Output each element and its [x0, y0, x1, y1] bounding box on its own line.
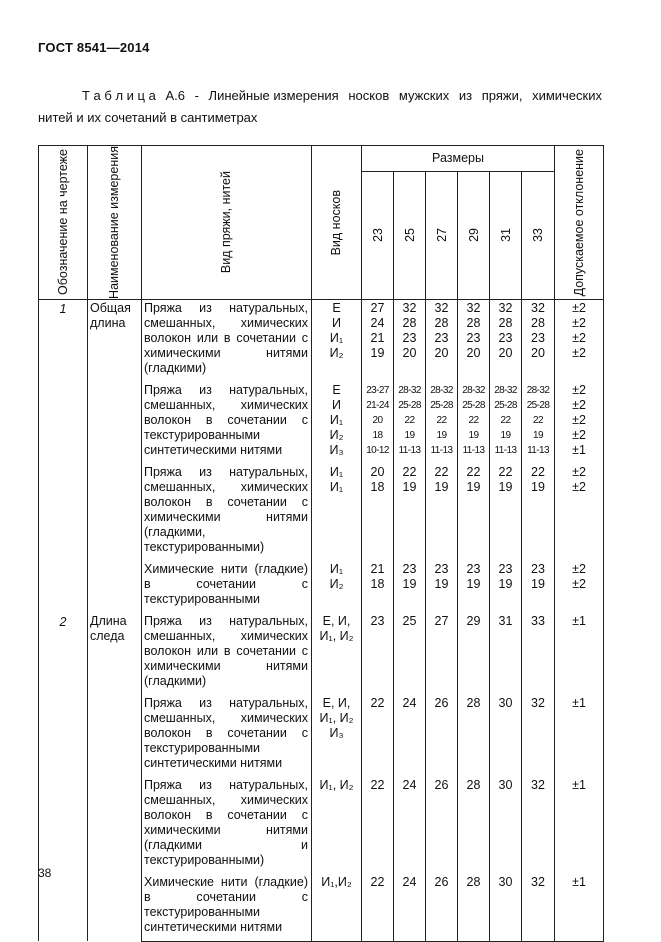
size-value-line: 19: [498, 576, 513, 591]
size-value: [394, 777, 426, 874]
size-value-line: 19: [531, 576, 545, 591]
row-number: 1: [39, 299, 88, 613]
caption-word: носков: [348, 88, 390, 103]
size-value: [394, 561, 426, 613]
size-value: [394, 382, 426, 464]
table-row: [39, 613, 604, 695]
caption-word: -: [194, 88, 199, 103]
size-value: [394, 299, 426, 382]
table-caption-line2: нитей и их сочетаний в сантиметрах: [38, 110, 258, 125]
header-measurement-name: Наименование измерения: [88, 146, 142, 300]
table-caption-line1: [82, 88, 602, 103]
tolerance: [555, 777, 604, 874]
size-value-line: 25-28: [526, 399, 550, 411]
size-value-line: 28: [531, 315, 545, 330]
size-value-line: 18: [370, 479, 385, 494]
size-value-line: 20: [372, 414, 383, 426]
size-value-line: 28: [498, 315, 513, 330]
size-value-line: 19: [533, 429, 543, 441]
sock-type: [312, 695, 362, 777]
sock-type-line: И₃: [329, 442, 344, 457]
size-value-line: 22: [370, 874, 385, 889]
size-value-line: 22: [434, 464, 449, 479]
size-value: [458, 695, 490, 777]
caption-word: А.6: [165, 88, 185, 103]
size-value: [394, 613, 426, 695]
measurement-name-line: следа: [90, 628, 125, 643]
size-value-line: 28-32: [430, 384, 453, 396]
measurement-name-line: длина: [90, 315, 126, 330]
sock-type-line: Е, И,: [322, 695, 351, 710]
size-value-line: 19: [434, 576, 449, 591]
document-header: ГОСТ 8541—2014: [38, 40, 150, 55]
size-value-line: 25-28: [430, 399, 453, 411]
size-value: [362, 299, 394, 382]
size-value-line: 32: [531, 777, 545, 792]
size-value-line: 26: [434, 777, 449, 792]
size-value: [362, 613, 394, 695]
size-value: [362, 561, 394, 613]
size-value: [426, 561, 458, 613]
size-value: [522, 777, 555, 874]
measurement-name: [88, 299, 142, 613]
size-value-line: 19: [498, 479, 513, 494]
yarn-type: Химические нити (гладкие) в сочетании с текстурированными синтетическими нитями: [142, 874, 312, 942]
size-value: [362, 777, 394, 874]
sock-type: [312, 777, 362, 874]
yarn-type: Пряжа из натуральных, смешанных, химических волокон в сочетании с химическими нитями (гладкими, текстурированными): [142, 464, 312, 561]
size-value: [426, 464, 458, 561]
tolerance-line: ±2: [572, 345, 586, 360]
tolerance: [555, 695, 604, 777]
size-value: [522, 695, 555, 777]
yarn-type: Пряжа из натуральных, смешанных, химических волокон или в сочетании с химическими нитями (гладкими): [142, 299, 312, 382]
sock-type-line: И₁: [329, 412, 344, 427]
sock-type-line: И₁: [329, 330, 344, 345]
size-value-line: 22: [436, 414, 447, 426]
tolerance-line: ±2: [572, 561, 586, 576]
measurement-name-line: Общая: [90, 300, 131, 315]
size-value-line: 28-32: [398, 384, 421, 396]
tolerance-line: ±2: [572, 412, 586, 427]
size-value-line: 23: [531, 561, 545, 576]
page-number: 38: [38, 866, 52, 880]
size-value-line: 22: [466, 464, 481, 479]
size-value-line: 19: [404, 429, 415, 441]
header-yarn-type: Вид пряжи, нитей: [142, 146, 312, 300]
sock-type-line: И₃: [329, 725, 344, 740]
size-value-line: 19: [466, 479, 481, 494]
yarn-type: Пряжа из натуральных, смешанных, химических волокон или в сочетании с химическими нитями (гладкими): [142, 613, 312, 695]
yarn-type: Пряжа из натуральных, смешанных, химических волокон в сочетании с текстурированными синтетическими нитями: [142, 382, 312, 464]
size-value: [490, 613, 522, 695]
measurements-table: [38, 145, 604, 942]
size-value-line: 26: [434, 874, 449, 889]
size-value: [522, 299, 555, 382]
size-value-line: 20: [466, 345, 481, 360]
size-value-line: 24: [402, 777, 417, 792]
size-value-line: 28-32: [494, 384, 517, 396]
measurement-name: [88, 613, 142, 942]
size-value: [426, 299, 458, 382]
tolerance-line: ±2: [572, 330, 586, 345]
size-value: [490, 695, 522, 777]
caption-word: химических: [532, 88, 602, 103]
size-value: [394, 695, 426, 777]
size-value-line: 23: [434, 561, 449, 576]
size-value-line: 22: [370, 695, 385, 710]
sock-type-line: И: [332, 397, 341, 412]
size-value-line: 19: [434, 479, 449, 494]
size-value-line: 32: [498, 300, 513, 315]
size-value: [426, 695, 458, 777]
sock-type-line: И₁: [329, 464, 344, 479]
size-value-line: 25-28: [398, 399, 421, 411]
size-value-line: 24: [402, 874, 417, 889]
header-size: 29: [458, 171, 490, 299]
size-value: [522, 561, 555, 613]
caption-word: Линейные измерения: [208, 88, 339, 103]
size-value: [458, 874, 490, 942]
tolerance-line: ±2: [572, 427, 586, 442]
yarn-type: Химические нити (гладкие) в сочетании с текстурированными: [142, 561, 312, 613]
sock-type-line: И₂: [329, 576, 344, 591]
sock-type-line: И₁: [329, 479, 344, 494]
size-value-line: 23-27: [366, 384, 389, 396]
size-value: [394, 874, 426, 942]
size-value: [522, 464, 555, 561]
sock-type-line: Е, И,: [322, 613, 351, 628]
size-value-line: 30: [498, 695, 513, 710]
size-value-line: 24: [402, 695, 417, 710]
tolerance-line: ±1: [572, 777, 586, 792]
size-value-line: 28: [466, 777, 481, 792]
sock-type: [312, 464, 362, 561]
measurement-name-line: Длина: [90, 613, 127, 628]
size-value-line: 27: [434, 613, 449, 628]
size-value-line: 19: [370, 345, 385, 360]
size-value-line: 10-12: [366, 444, 389, 456]
tolerance: [555, 299, 604, 382]
yarn-type: Пряжа из натуральных, смешанных, химических волокон в сочетании с химическими нитями (гладкими и текстурированными): [142, 777, 312, 874]
sock-type: [312, 874, 362, 942]
caption-word: из: [458, 88, 473, 103]
size-value: [362, 874, 394, 942]
sock-type-line: Е: [332, 382, 341, 397]
size-value: [458, 382, 490, 464]
size-value-line: 32: [466, 300, 481, 315]
size-value-line: 19: [402, 479, 417, 494]
tolerance: [555, 613, 604, 695]
size-value-line: 30: [498, 777, 513, 792]
sock-type-line: И₂: [329, 427, 344, 442]
size-value-line: 22: [531, 464, 545, 479]
size-value-line: 31: [498, 613, 513, 628]
size-value-line: 23: [402, 561, 417, 576]
size-value-line: 22: [533, 414, 543, 426]
size-value: [426, 777, 458, 874]
size-value-line: 28: [434, 315, 449, 330]
tolerance-line: ±1: [572, 442, 586, 457]
sock-type: [312, 382, 362, 464]
size-value-line: 19: [402, 576, 417, 591]
size-value-line: 29: [466, 613, 481, 628]
size-value-line: 19: [500, 429, 511, 441]
size-value: [458, 561, 490, 613]
sock-type-line: И₁, И₂: [319, 628, 354, 643]
size-value-line: 21: [370, 330, 385, 345]
header-drawing-designation: Обозначение на чертеже: [39, 146, 88, 300]
size-value-line: 27: [370, 300, 385, 315]
size-value-line: 28: [466, 874, 481, 889]
size-value-line: 23: [466, 330, 481, 345]
size-value-line: 11-13: [494, 444, 517, 456]
size-value: [458, 613, 490, 695]
size-value: [490, 299, 522, 382]
size-value-line: 11-13: [527, 444, 549, 456]
size-value-line: 20: [370, 464, 385, 479]
size-value-line: 20: [402, 345, 417, 360]
sock-type: [312, 299, 362, 382]
size-value-line: 23: [466, 561, 481, 576]
tolerance-line: ±2: [572, 479, 586, 494]
size-value-line: 32: [531, 695, 545, 710]
size-value-line: 18: [370, 576, 385, 591]
tolerance-line: ±1: [572, 874, 586, 889]
size-value-line: 19: [436, 429, 447, 441]
table-row: [39, 299, 604, 382]
size-value-line: 23: [434, 330, 449, 345]
size-value: [362, 464, 394, 561]
size-value: [490, 561, 522, 613]
tolerance-line: ±1: [572, 695, 586, 710]
size-value: [426, 613, 458, 695]
size-value: [362, 382, 394, 464]
size-value-line: 25-28: [494, 399, 517, 411]
size-value: [490, 382, 522, 464]
header-tolerance: Допускаемое отклонение: [555, 146, 604, 300]
size-value-line: 23: [370, 613, 385, 628]
sock-type-line: Е: [332, 300, 341, 315]
size-value-line: 32: [531, 300, 545, 315]
size-value-line: 32: [434, 300, 449, 315]
size-value-line: 32: [402, 300, 417, 315]
caption-word: пряжи,: [481, 88, 523, 103]
size-value-line: 25-28: [462, 399, 485, 411]
size-value-line: 19: [531, 479, 545, 494]
header-sizes: Размеры: [362, 146, 555, 172]
size-value: [394, 464, 426, 561]
header-size: 31: [490, 171, 522, 299]
size-value-line: 18: [372, 429, 383, 441]
size-value-line: 28-32: [526, 384, 550, 396]
sock-type-line: И₂: [329, 345, 344, 360]
size-value-line: 22: [370, 777, 385, 792]
size-value-line: 23: [402, 330, 417, 345]
tolerance: [555, 561, 604, 613]
size-value-line: 32: [531, 874, 545, 889]
header-size: 25: [394, 171, 426, 299]
size-value-line: 22: [500, 414, 511, 426]
size-value-line: 25: [402, 613, 417, 628]
tolerance-line: ±2: [572, 300, 586, 315]
size-value: [522, 613, 555, 695]
size-value-line: 22: [402, 464, 417, 479]
tolerance: [555, 382, 604, 464]
size-value-line: 20: [498, 345, 513, 360]
size-value-line: 19: [468, 429, 479, 441]
tolerance: [555, 464, 604, 561]
size-value-line: 23: [531, 330, 545, 345]
size-value-line: 22: [404, 414, 415, 426]
size-value: [458, 299, 490, 382]
sock-type: [312, 561, 362, 613]
size-value-line: 28: [466, 695, 481, 710]
size-value-line: 11-13: [462, 444, 485, 456]
sock-type-line: И₁: [329, 561, 344, 576]
size-value-line: 21: [370, 561, 385, 576]
tolerance-line: ±2: [572, 576, 586, 591]
tolerance-line: ±2: [572, 464, 586, 479]
header-size: 33: [522, 171, 555, 299]
table-body: [39, 299, 604, 941]
header-sock-type: Вид носков: [312, 146, 362, 300]
size-value: [490, 777, 522, 874]
size-value-line: 30: [498, 874, 513, 889]
sock-type-line: И₁, И₂: [319, 710, 354, 725]
tolerance-line: ±2: [572, 382, 586, 397]
size-value-line: 20: [434, 345, 449, 360]
size-value: [458, 464, 490, 561]
size-value-line: 20: [531, 345, 545, 360]
size-value-line: 28: [402, 315, 417, 330]
size-value: [362, 695, 394, 777]
size-value-line: 11-13: [398, 444, 421, 456]
caption-word: Т а б л и ц а: [82, 88, 156, 103]
size-value-line: 21-24: [366, 399, 389, 411]
header-size: 23: [362, 171, 394, 299]
sock-type-line: И₁,И₂: [321, 874, 352, 889]
size-value-line: 23: [498, 561, 513, 576]
size-value: [522, 382, 555, 464]
size-value-line: 19: [466, 576, 481, 591]
row-number: 2: [39, 613, 88, 942]
size-value-line: 22: [468, 414, 479, 426]
tolerance-line: ±2: [572, 397, 586, 412]
tolerance: [555, 874, 604, 942]
sock-type-line: И₁, И₂: [319, 777, 354, 792]
size-value-line: 26: [434, 695, 449, 710]
size-value: [458, 777, 490, 874]
size-value-line: 24: [370, 315, 385, 330]
size-value: [426, 382, 458, 464]
size-value-line: 28-32: [462, 384, 485, 396]
header-size: 27: [426, 171, 458, 299]
size-value-line: 11-13: [430, 444, 453, 456]
tolerance-line: ±1: [572, 613, 586, 628]
tolerance-line: ±2: [572, 315, 586, 330]
size-value-line: 23: [498, 330, 513, 345]
size-value: [490, 874, 522, 942]
caption-word: мужских: [398, 88, 450, 103]
size-value-line: 28: [466, 315, 481, 330]
size-value-line: 22: [498, 464, 513, 479]
sock-type: [312, 613, 362, 695]
size-value: [426, 874, 458, 942]
size-value: [490, 464, 522, 561]
size-value-line: 33: [531, 613, 545, 628]
yarn-type: Пряжа из натуральных, смешанных, химических волокон в сочетании с текстурированными синтетическими нитями: [142, 695, 312, 777]
sock-type-line: И: [332, 315, 341, 330]
size-value: [522, 874, 555, 942]
